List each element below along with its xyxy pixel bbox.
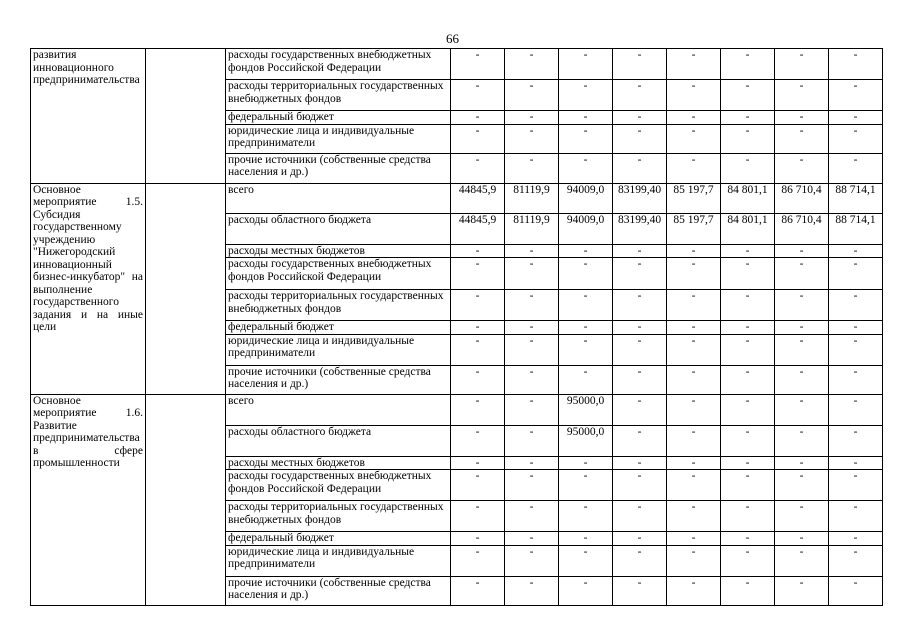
value-cell: - (775, 576, 829, 605)
value-cell: - (505, 425, 559, 456)
value-cell: - (559, 501, 613, 532)
value-cell: - (451, 290, 505, 321)
value-cell: - (505, 365, 559, 394)
value-cell: - (559, 456, 613, 470)
value-cell: - (559, 111, 613, 125)
activity-cell: Основное мероприятие 1.6. Развитие предпринимательства в сфере промышленности (31, 394, 146, 605)
value-cell: - (559, 532, 613, 546)
value-cell: - (559, 80, 613, 111)
value-cell: - (505, 334, 559, 365)
value-cell: - (721, 290, 775, 321)
value-cell: - (667, 365, 721, 394)
value-cell: - (505, 532, 559, 546)
value-cell: - (451, 576, 505, 605)
value-cell: - (721, 425, 775, 456)
value-cell: - (775, 532, 829, 546)
funding-source-cell: федеральный бюджет (226, 321, 451, 335)
value-cell: - (451, 545, 505, 576)
value-cell: - (451, 80, 505, 111)
value-cell: - (613, 394, 667, 425)
value-cell: 94009,0 (559, 183, 613, 213)
value-cell: - (721, 258, 775, 290)
funding-source-cell: расходы территориальных государственных внебюджетных фондов (226, 501, 451, 532)
value-cell: - (451, 532, 505, 546)
value-cell: - (775, 394, 829, 425)
value-cell: - (667, 244, 721, 258)
value-cell: - (775, 470, 829, 501)
funding-source-cell: юридические лица и индивидуальные предприниматели (226, 124, 451, 153)
value-cell: 83199,40 (613, 213, 667, 244)
value-cell: - (829, 124, 883, 153)
value-cell: - (613, 532, 667, 546)
funding-source-cell: расходы государственных внебюджетных фондов Российской Федерации (226, 470, 451, 501)
table-body (31, 49, 883, 606)
value-cell: - (721, 394, 775, 425)
funding-source-cell: прочие источники (собственные средства населения и др.) (226, 365, 451, 394)
value-cell: - (667, 258, 721, 290)
value-cell: - (829, 545, 883, 576)
funding-source-cell: расходы местных бюджетов (226, 456, 451, 470)
value-cell: - (667, 394, 721, 425)
value-cell: 86 710,4 (775, 183, 829, 213)
value-cell: - (721, 153, 775, 183)
value-cell: - (559, 470, 613, 501)
value-cell: - (613, 545, 667, 576)
value-cell: 88 714,1 (829, 183, 883, 213)
value-cell: - (559, 321, 613, 335)
value-cell: - (613, 334, 667, 365)
value-cell: - (559, 365, 613, 394)
executor-cell (146, 49, 226, 184)
value-cell: 81119,9 (505, 213, 559, 244)
value-cell: - (667, 425, 721, 456)
value-cell: - (721, 456, 775, 470)
value-cell: - (451, 456, 505, 470)
value-cell: - (451, 153, 505, 183)
value-cell: - (613, 425, 667, 456)
value-cell: - (667, 501, 721, 532)
funding-source-cell: расходы государственных внебюджетных фондов Российской Федерации (226, 49, 451, 80)
value-cell: - (613, 80, 667, 111)
value-cell: - (721, 111, 775, 125)
value-cell: 94009,0 (559, 213, 613, 244)
value-cell: - (613, 470, 667, 501)
value-cell: - (829, 425, 883, 456)
value-cell: - (721, 501, 775, 532)
value-cell: - (775, 49, 829, 80)
value-cell: - (721, 365, 775, 394)
value-cell: - (667, 124, 721, 153)
value-cell: - (829, 334, 883, 365)
table-row (31, 183, 883, 213)
value-cell: - (559, 334, 613, 365)
value-cell: - (667, 470, 721, 501)
funding-source-cell: расходы государственных внебюджетных фондов Российской Федерации (226, 258, 451, 290)
value-cell: - (829, 576, 883, 605)
value-cell: - (451, 425, 505, 456)
value-cell: - (505, 49, 559, 80)
value-cell: - (829, 290, 883, 321)
value-cell: 85 197,7 (667, 183, 721, 213)
value-cell: - (721, 244, 775, 258)
value-cell: - (829, 153, 883, 183)
value-cell: - (775, 365, 829, 394)
funding-source-cell: расходы территориальных государственных внебюджетных фондов (226, 80, 451, 111)
value-cell: - (613, 244, 667, 258)
funding-source-cell: расходы областного бюджета (226, 213, 451, 244)
value-cell: - (721, 321, 775, 335)
value-cell: - (721, 470, 775, 501)
value-cell: 88 714,1 (829, 213, 883, 244)
funding-source-cell: прочие источники (собственные средства населения и др.) (226, 576, 451, 605)
value-cell: - (559, 49, 613, 80)
funding-source-cell: расходы областного бюджета (226, 425, 451, 456)
value-cell: - (775, 290, 829, 321)
value-cell: - (613, 153, 667, 183)
value-cell: - (613, 321, 667, 335)
value-cell: - (505, 470, 559, 501)
value-cell: - (505, 545, 559, 576)
value-cell: - (505, 153, 559, 183)
value-cell: 44845,9 (451, 213, 505, 244)
value-cell: - (505, 244, 559, 258)
value-cell: - (451, 244, 505, 258)
value-cell: - (829, 394, 883, 425)
executor-cell (146, 183, 226, 394)
value-cell: - (505, 501, 559, 532)
funding-source-cell: расходы местных бюджетов (226, 244, 451, 258)
value-cell: - (775, 425, 829, 456)
value-cell: 84 801,1 (721, 213, 775, 244)
funding-source-cell: федеральный бюджет (226, 111, 451, 125)
value-cell: - (775, 111, 829, 125)
funding-source-cell: федеральный бюджет (226, 532, 451, 546)
funding-source-cell: расходы территориальных государственных внебюджетных фондов (226, 290, 451, 321)
value-cell: - (505, 124, 559, 153)
value-cell: - (667, 321, 721, 335)
funding-source-cell: всего (226, 183, 451, 213)
value-cell: - (721, 80, 775, 111)
value-cell: - (829, 470, 883, 501)
activity-cell: развития инновационного предпринимательства (31, 49, 146, 184)
value-cell: - (451, 258, 505, 290)
value-cell: - (775, 334, 829, 365)
value-cell: 44845,9 (451, 183, 505, 213)
value-cell: - (775, 153, 829, 183)
value-cell: - (559, 258, 613, 290)
value-cell: 86 710,4 (775, 213, 829, 244)
value-cell: - (451, 501, 505, 532)
table-row (31, 394, 883, 425)
value-cell: - (775, 456, 829, 470)
value-cell: - (559, 576, 613, 605)
value-cell: - (451, 124, 505, 153)
value-cell: - (613, 49, 667, 80)
value-cell: - (829, 456, 883, 470)
value-cell: - (829, 49, 883, 80)
value-cell: 95000,0 (559, 394, 613, 425)
value-cell: - (613, 124, 667, 153)
value-cell: - (451, 321, 505, 335)
value-cell: - (451, 365, 505, 394)
value-cell: - (721, 545, 775, 576)
value-cell: - (829, 80, 883, 111)
value-cell: - (451, 334, 505, 365)
value-cell: - (667, 576, 721, 605)
funding-source-cell: всего (226, 394, 451, 425)
value-cell: - (559, 153, 613, 183)
value-cell: - (613, 258, 667, 290)
value-cell: - (721, 49, 775, 80)
value-cell: - (559, 124, 613, 153)
value-cell: - (505, 456, 559, 470)
value-cell: - (829, 365, 883, 394)
activity-cell: Основное мероприятие 1.5. Субсидия государственному учреждению "Нижегородский инновационный бизнес-инкубатор" на выполнение государственного задания и на иные цели (31, 183, 146, 394)
value-cell: 95000,0 (559, 425, 613, 456)
value-cell: - (829, 258, 883, 290)
value-cell: - (559, 290, 613, 321)
value-cell: - (451, 394, 505, 425)
value-cell: - (613, 365, 667, 394)
value-cell: - (775, 80, 829, 111)
value-cell: - (721, 532, 775, 546)
value-cell: - (505, 576, 559, 605)
value-cell: - (505, 290, 559, 321)
value-cell: - (451, 470, 505, 501)
value-cell: - (829, 532, 883, 546)
value-cell: - (667, 290, 721, 321)
funding-source-cell: юридические лица и индивидуальные предприниматели (226, 334, 451, 365)
value-cell: - (667, 153, 721, 183)
value-cell: - (505, 111, 559, 125)
value-cell: - (721, 334, 775, 365)
budget-table (30, 48, 883, 606)
value-cell: - (775, 244, 829, 258)
value-cell: 83199,40 (613, 183, 667, 213)
value-cell: - (829, 244, 883, 258)
value-cell: - (559, 244, 613, 258)
value-cell: - (451, 49, 505, 80)
value-cell: - (775, 501, 829, 532)
value-cell: 81119,9 (505, 183, 559, 213)
value-cell: - (775, 321, 829, 335)
value-cell: - (559, 545, 613, 576)
value-cell: - (775, 124, 829, 153)
value-cell: - (667, 80, 721, 111)
funding-source-cell: прочие источники (собственные средства населения и др.) (226, 153, 451, 183)
value-cell: - (505, 394, 559, 425)
funding-source-cell: юридические лица и индивидуальные предприниматели (226, 545, 451, 576)
value-cell: - (829, 111, 883, 125)
value-cell: - (667, 456, 721, 470)
value-cell: - (775, 545, 829, 576)
value-cell: - (667, 545, 721, 576)
value-cell: - (505, 258, 559, 290)
value-cell: - (613, 111, 667, 125)
value-cell: - (667, 532, 721, 546)
value-cell: - (775, 258, 829, 290)
value-cell: - (505, 80, 559, 111)
value-cell: - (667, 49, 721, 80)
page-number: 66 (446, 31, 459, 46)
value-cell: - (829, 321, 883, 335)
value-cell: - (613, 456, 667, 470)
value-cell: - (829, 501, 883, 532)
value-cell: - (667, 334, 721, 365)
value-cell: 84 801,1 (721, 183, 775, 213)
value-cell: - (721, 124, 775, 153)
value-cell: - (721, 576, 775, 605)
value-cell: - (613, 576, 667, 605)
value-cell: - (451, 111, 505, 125)
value-cell: - (613, 501, 667, 532)
executor-cell (146, 394, 226, 605)
value-cell: - (667, 111, 721, 125)
value-cell: - (505, 321, 559, 335)
value-cell: - (613, 290, 667, 321)
table-row (31, 49, 883, 80)
value-cell: 85 197,7 (667, 213, 721, 244)
